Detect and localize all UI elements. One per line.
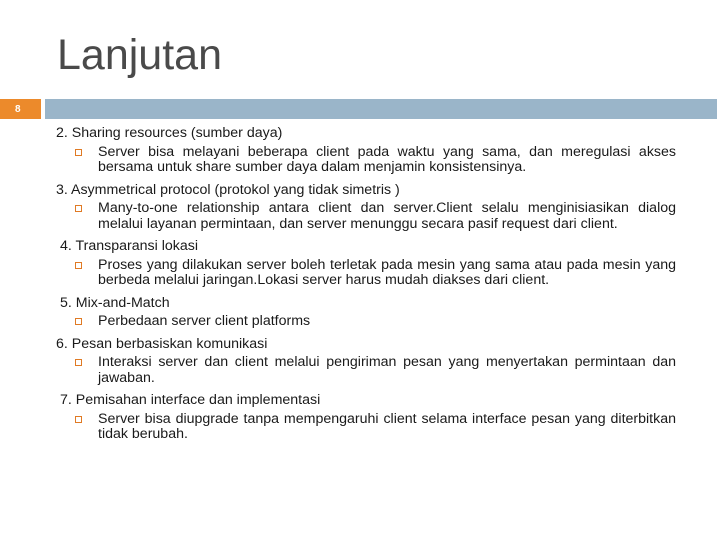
list-sub-item [98, 201, 676, 232]
list-item-heading: 3. Asymmetrical protocol (protokol yang tidak simetris ) [56, 181, 400, 198]
list-sub-item [98, 258, 676, 289]
list-sub-item [98, 314, 676, 330]
hollow-square-bullet-icon [75, 262, 82, 269]
hollow-square-bullet-icon [75, 318, 82, 325]
sub-item-text: Interaksi server dan client melalui pengiriman pesan yang menyertakan permintaan dan jawaban. [98, 354, 676, 386]
list-item-heading: 2. Sharing resources (sumber daya) [56, 125, 283, 141]
hollow-square-bullet-icon [75, 205, 82, 212]
sub-item-text: Server bisa melayani beberapa client pada waktu yang sama, dan meregulasi akses bersama untuk share sumber daya dalam menjamin konsistensinya. [98, 143, 676, 175]
list-item-heading: 4. Transparansi lokasi [60, 238, 199, 254]
title-divider-bar [45, 99, 717, 119]
list-item-heading: 7. Pemisahan interface dan implementasi [60, 392, 321, 408]
list-item-heading: 6. Pesan berbasiskan komunikasi [56, 335, 268, 352]
hollow-square-bullet-icon [75, 416, 82, 423]
list-item-heading: 5. Mix-and-Match [60, 294, 170, 311]
slide-title: Lanjutan [57, 31, 222, 79]
slide-number-badge: 8 [0, 99, 41, 119]
hollow-square-bullet-icon [75, 359, 82, 366]
slide-content [56, 126, 676, 443]
list-sub-item [98, 355, 676, 386]
sub-item-text: Perbedaan server client platforms [98, 313, 311, 329]
sub-item-text: Server bisa diupgrade tanpa mempengaruhi client selama interface pesan yang diterbitkan tidak berubah. [98, 410, 676, 442]
list-sub-item [98, 412, 676, 443]
sub-item-text: Many-to-one relationship antara client dan server.Client selalu menginisiasikan dialog melalui layanan permintaan, dan server menunggu secara pasif request dari client. [98, 200, 676, 232]
sub-item-text: Proses yang dilakukan server boleh terletak pada mesin yang sama atau pada mesin yang berbeda melalui jaringan.Lokasi server harus mudah diakses dari client. [98, 256, 676, 288]
list-sub-item [98, 145, 676, 176]
hollow-square-bullet-icon [75, 149, 82, 156]
